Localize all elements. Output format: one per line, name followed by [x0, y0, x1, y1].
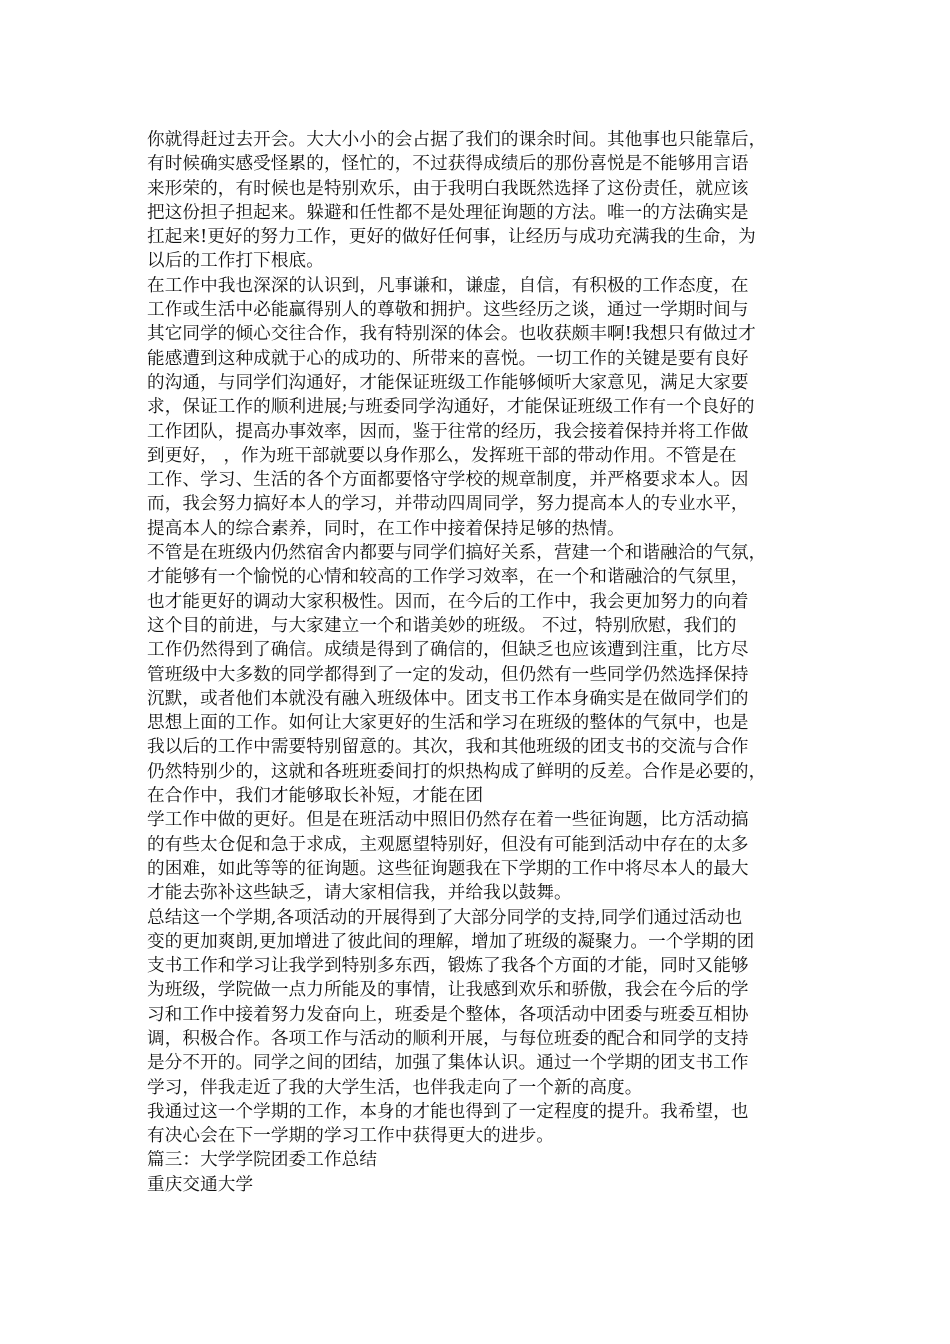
- text-line: 的沟通，与同学们沟通好，才能保证班级工作能够倾听大家意见，满足大家要: [147, 372, 749, 393]
- text-line: 是分不开的。同学之间的团结，加强了集体认识。通过一个学期的团支书工作: [147, 1053, 749, 1074]
- text-line: 总结这一个学期,各项活动的开展得到了大部分同学的支持,同学们通过活动也: [147, 907, 743, 928]
- text-line: 这个目的前进，与大家建立一个和谐美妙的班级。 不过，特别欣慰，我们的: [147, 615, 737, 636]
- text-line: 你就得赶过去开会。大大小小的会占据了我们的课余时间。其他事也只能靠后，: [147, 130, 767, 150]
- text-line: 支书工作和学习让我学到特别多东西，锻炼了我各个方面的才能，同时又能够: [147, 956, 749, 977]
- text-line: 以后的工作打下根底。: [147, 251, 324, 272]
- text-line: 我通过这一个学期的工作，本身的才能也得到了一定程度的提升。我希望，也: [147, 1101, 749, 1122]
- document-body: [147, 128, 807, 1197]
- text-line: 提高本人的综合素养，同时，在工作中接着保持足够的热情。: [147, 518, 625, 539]
- text-line: 才能去弥补这些缺乏，请大家相信我，并给我以鼓舞。: [147, 883, 572, 904]
- text-line: 的有些太仓促和急于求成，主观愿望特别好，但没有可能到活动中存在的太多: [147, 834, 749, 855]
- text-line: 在工作中我也深深的认识到，凡事谦和，谦虚，自信，有积极的工作态度，在: [147, 275, 749, 296]
- text-line: 来形荣的，有时候也是特别欢乐，由于我明白我既然选择了这份责任，就应该: [147, 178, 749, 199]
- text-line: 工作仍然得到了确信。成绩是得到了确信的，但缺乏也应该遭到注重，比方尽: [147, 640, 749, 661]
- text-line: 变的更加爽朗,更加增进了彼此间的理解，增加了班级的凝聚力。一个学期的团: [147, 931, 755, 952]
- text-line: 习和工作中接着努力发奋向上，班委是个整体，各项活动中团委与班委互相协: [147, 1004, 749, 1025]
- text-line: 求，保证工作的顺利进展;与班委同学沟通好，才能保证班级工作有一个良好的: [147, 397, 755, 418]
- text-line: 在合作中，我们才能够取长补短，才能在团: [147, 786, 484, 807]
- text-line: 思想上面的工作。如何让大家更好的生活和学习在班级的整体的气氛中，也是: [147, 713, 749, 734]
- section-heading: 篇三：大学学院团委工作总结: [147, 1150, 378, 1171]
- text-line: 我以后的工作中需要特别留意的。其次，我和其他班级的团支书的交流与合作: [147, 737, 749, 758]
- institution-name: 重庆交通大学: [147, 1174, 254, 1195]
- text-line: 有时候确实感受怪累的，怪忙的，不过获得成绩后的那份喜悦是不能够用言语: [147, 154, 749, 175]
- text-line: 到更好， ，作为班干部就要以身作那么，发挥班干部的带动作用。不管是在: [147, 445, 737, 466]
- text-line: 能感遭到这种成就于心的成功的、所带来的喜悦。一切工作的关键是要有良好: [147, 348, 749, 369]
- text-line: 有决心会在下一学期的学习工作中获得更大的进步。: [147, 1126, 554, 1147]
- text-line: 工作团队，提高办事效率，因而，鉴于往常的经历，我会接着保持并将工作做: [147, 421, 749, 442]
- text-line: 把这份担子担起来。躲避和任性都不是处理征询题的方法。唯一的方法确实是: [147, 202, 749, 223]
- text-line: 也才能更好的调动大家积极性。因而，在今后的工作中，我会更加努力的向着: [147, 591, 749, 612]
- text-line: 沉默，或者他们本就没有融入班级体中。团支书工作本身确实是在做同学们的: [147, 688, 749, 709]
- text-line: 仍然特别少的，这就和各班班委间打的炽热构成了鲜明的反差。合作是必要的，: [147, 761, 767, 782]
- text-line: 而，我会努力搞好本人的学习，并带动四周同学，努力提高本人的专业水平，: [147, 494, 749, 515]
- text-line: 才能够有一个愉悦的心情和较高的工作学习效率，在一个和谐融洽的气氛里，: [147, 567, 749, 588]
- text-line: 不管是在班级内仍然宿舍内都要与同学们搞好关系，营建一个和谐融洽的气氛，: [147, 543, 767, 564]
- text-line: 为班级，学院做一点力所能及的事情，让我感到欢乐和骄傲，我会在今后的学: [147, 980, 749, 1001]
- text-line: 的困难，如此等等的征询题。这些征询题我在下学期的工作中将尽本人的最大: [147, 858, 749, 879]
- text-line: 调，积极合作。各项工作与活动的顺利开展，与每位班委的配合和同学的支持: [147, 1028, 749, 1049]
- text-line: 管班级中大多数的同学都得到了一定的发动，但仍然有一些同学仍然选择保持: [147, 664, 749, 685]
- text-line: 学工作中做的更好。但是在班活动中照旧仍然存在着一些征询题，比方活动搞: [147, 810, 749, 831]
- text-line: 扛起来!更好的努力工作，更好的做好任何事，让经历与成功充满我的生命，为: [147, 227, 756, 248]
- text-line: 工作、学习、生活的各个方面都要恪守学校的规章制度，并严格要求本人。因: [147, 470, 749, 491]
- text-line: 工作或生活中必能赢得别人的尊敬和拥护。这些经历之谈，通过一学期时间与: [147, 300, 749, 321]
- text-line: 学习，伴我走近了我的大学生活，也伴我走向了一个新的高度。: [147, 1077, 643, 1098]
- text-line: 其它同学的倾心交往合作，我有特别深的体会。也收获颇丰啊!我想只有做过才: [147, 324, 756, 345]
